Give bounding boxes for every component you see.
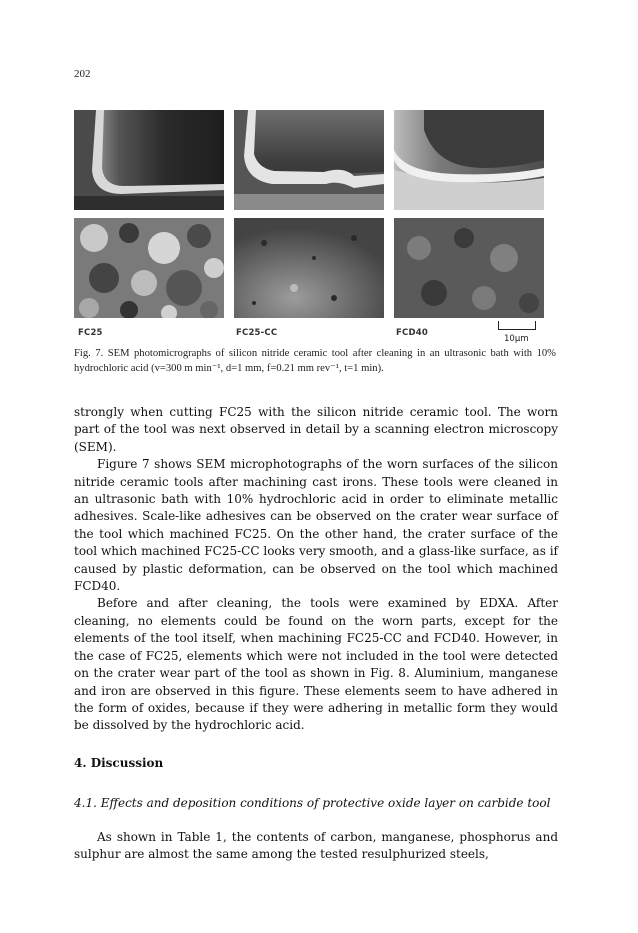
section-heading: 4. Discussion xyxy=(74,756,164,770)
panel-label-fc25: FC25 xyxy=(78,328,103,338)
figure-caption: Fig. 7. SEM photomicrographs of silicon nitride ceramic tool after cleaning in an ultrasonic bath with 10% hydrochloric acid (v=300 m min⁻¹, d=1 mm, f=0.21 mm rev⁻¹, t=1 min). xyxy=(74,348,556,374)
body-paragraph: As shown in Table 1, the contents of carbon, manganese, phosphorus and sulphur are almost the same among the tested resulphurized steels, xyxy=(74,830,558,862)
subsection-heading: 4.1. Effects and deposition conditions of protective oxide layer on carbide tool xyxy=(74,796,551,810)
body-paragraph: Figure 7 shows SEM microphotographs of the worn surfaces of the silicon nitride ceramic tools after machining cast irons. These tools were cleaned in an ultrasonic bath with 10% hydrochloric acid in order to eliminate metallic adhesives. Scale-like adhesives can be observed on the crater wear surface of the tool which machined FC25. On the other hand, the crater surface of the tool which machined FC25-CC looks very smooth, and a glass-like surface, as if caused by plastic deformation, can be observed on the tool which machined FCD40. xyxy=(74,457,558,594)
scale-bar xyxy=(498,321,536,330)
sem-image-fcd40-bottom xyxy=(394,218,544,318)
sem-image-fc25-cc-bottom xyxy=(234,218,384,318)
panel-label-fc25-cc: FC25-CC xyxy=(236,328,278,338)
sem-image-fc25-top xyxy=(74,110,224,210)
panel-label-fcd40: FCD40 xyxy=(396,328,428,338)
sem-figure xyxy=(74,110,546,366)
page-number: 202 xyxy=(74,68,91,80)
body-text-continued xyxy=(74,829,558,864)
scale-bar-label: 10μm xyxy=(504,334,529,344)
sem-image-fc25-bottom xyxy=(74,218,224,318)
body-paragraph: strongly when cutting FC25 with the silicon nitride ceramic tool. The worn part of the tool was next observed in detail by a scanning electron microscopy (SEM). xyxy=(74,405,558,454)
body-paragraph: Before and after cleaning, the tools were examined by EDXA. After cleaning, no elements could be found on the worn parts, except for the elements of the tool itself, when machining FC25-CC and FCD40. However, in the case of FC25, elements which were not included in the tool were detected on the crater wear part of the tool as shown in Fig. 8. Aluminium, manganese and iron are observed in this figure. These elements seem to have adhered in the form of oxides, because if they were adhering in metallic form they would be dissolved by the hydrochloric acid. xyxy=(74,596,558,733)
sem-image-fc25-cc-top xyxy=(234,110,384,210)
sem-image-fcd40-top xyxy=(394,110,544,210)
body-text xyxy=(74,404,558,735)
